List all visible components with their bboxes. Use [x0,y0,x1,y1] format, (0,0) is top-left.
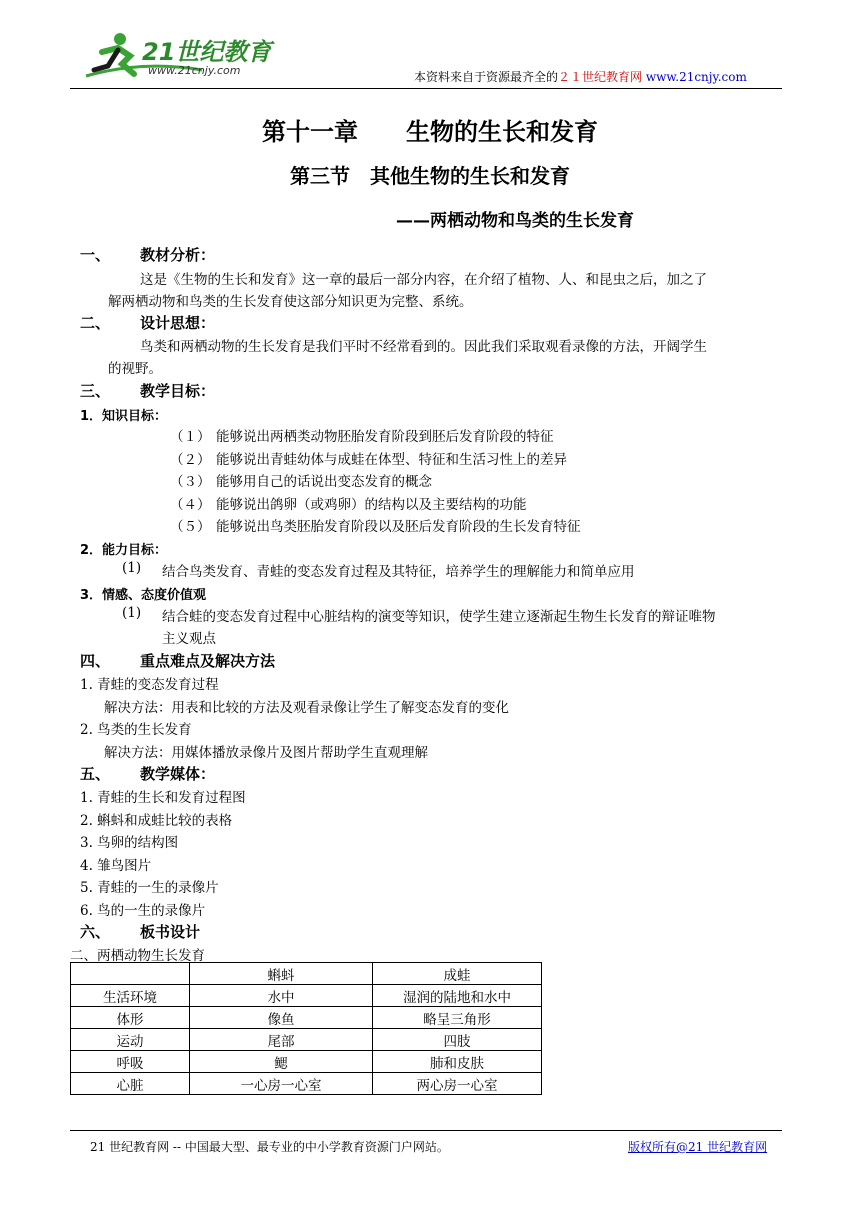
header-note-prefix: 本资料来自于资源最齐全的 [414,70,559,84]
site-logo [82,30,282,82]
header-rule [70,88,782,89]
knowledge-goal-number: （４） [170,496,211,513]
knowledge-goals-heading: 1．知识目标： [80,409,168,424]
table-header-cell [71,963,190,985]
table-row [71,1007,542,1029]
section-6-title: 板书设计 [140,923,201,941]
values-goals-heading: 3．情感、态度价值观 [80,588,207,603]
footer-rule [70,1130,782,1131]
section-1-para-2: 解两栖动物和鸟类的生长发育使这部分知识更为完整、系统。 [108,294,473,310]
knowledge-goal-number: （３） [170,474,211,490]
media-item: 4. 雏鸟图片 [80,857,152,874]
footer-copyright-link[interactable]: 版权所有@21 世纪教育网 [628,1140,768,1154]
table-cell: 尾部 [190,1029,373,1051]
footer-text: 21 世纪教育网 -- 中国最大型、最专业的中小学教育资源门户网站。 [90,1140,449,1154]
table-cell: 像鱼 [190,1007,373,1029]
table-cell: 肺和皮肤 [373,1051,542,1073]
table-cell: 两心房一心室 [373,1073,542,1095]
table-cell: 湿润的陆地和水中 [373,985,542,1007]
media-item: 6. 鸟的一生的录像片 [80,902,206,919]
table-row [71,1051,542,1073]
section-6-number: 六、 [80,923,111,941]
table-cell: 一心房一心室 [190,1073,373,1095]
comparison-table [70,962,542,1095]
knowledge-goal-text: 能够说出两栖类动物胚胎发育阶段到胚后发育阶段的特征 [216,429,554,445]
section-5-title: 教学媒体： [140,765,216,783]
media-item: 1. 青蛙的生长和发育过程图 [80,790,246,806]
table-cell: 四肢 [373,1029,542,1051]
knowledge-goal-text: 能够用自己的话说出变态发育的概念 [216,474,432,490]
ability-goals-heading: 2．能力目标： [80,543,168,558]
board-caption: 二、两栖动物生长发育 [70,948,205,964]
knowledge-goal-text: 能够说出鸟类胚胎发育阶段以及胚后发育阶段的生长发育特征 [216,519,581,535]
section-1-number: 一、 [80,246,111,264]
table-cell: 略呈三角形 [373,1007,542,1029]
table-cell: 运动 [71,1029,190,1051]
media-item: 5. 青蛙的一生的录像片 [80,880,219,896]
media-item: 2. 蝌蚪和成蛙比较的表格 [80,812,233,829]
table-row [71,985,542,1007]
knowledge-goal-text: 能够说出鸽卵（或鸡卵）的结构以及主要结构的功能 [216,496,527,513]
header-link[interactable]: www.21cnjy.com [645,70,747,84]
header-note-site: ２１世纪教育网 [558,70,643,84]
section-2-para-1: 鸟类和两栖动物的生长发育是我们平时不经常看到的。因此我们采取观看录像的方法，开阔学生 [140,339,707,355]
section-4-number: 四、 [80,652,111,670]
table-cell: 鳃 [190,1051,373,1073]
table-cell: 呼吸 [71,1051,190,1073]
subtitle: ——两栖动物和鸟类的生长发育 [396,211,634,231]
table-row [71,1073,542,1095]
section-5-number: 五、 [80,765,111,783]
table-cell: 水中 [190,985,373,1007]
table-row [71,1029,542,1051]
knowledge-goal-number: （２） [170,451,211,468]
section-3-number: 三、 [80,382,111,400]
section-2-title: 设计思想： [140,314,216,332]
section-1-title: 教材分析： [140,246,216,264]
section-2-para-2: 的视野。 [108,361,162,377]
logo-url: www.21cnjy.com [148,64,241,77]
section-2-number: 二、 [80,314,111,332]
table-header-cell: 成蛙 [373,963,542,985]
media-item: 3. 鸟卵的结构图 [80,835,179,851]
section-1-para-1: 这是《生物的生长和发育》这一章的最后一部分内容，在介绍了植物、人、和昆虫之后，加之了 [140,272,707,288]
header-note [414,68,747,85]
ability-goal-text: 结合鸟类发育、青蛙的变态发育过程及其特征，培养学生的理解能力和简单应用 [162,564,635,580]
values-goal-number: (1) [122,605,142,621]
table-header-row [71,963,542,985]
key-point-1: 1. 青蛙的变态发育过程 [80,677,219,693]
table-header-cell: 蝌蚪 [190,963,373,985]
knowledge-goal-number: （１） [170,429,211,445]
logo-text: 21世纪教育 [142,38,272,66]
knowledge-goal-text: 能够说出青蛙幼体与成蛙在体型、特征和生活习性上的差异 [216,451,567,468]
values-goal-text-1: 结合蛙的变态发育过程中心脏结构的演变等知识，使学生建立逐渐起生物生长发育的辩证唯物 [162,609,716,625]
table-cell: 心脏 [71,1073,190,1095]
values-goal-text-2: 主义观点 [162,631,216,647]
section-3-title: 教学目标： [140,382,216,400]
knowledge-goal-number: （５） [170,519,211,535]
key-point-2: 2. 鸟类的生长发育 [80,722,192,738]
key-point-1-method: 解决方法：用表和比较的方法及观看录像让学生了解变态发育的变化 [104,700,509,716]
section-4-title: 重点难点及解决方法 [140,652,276,670]
section-title: 第三节 其他生物的生长和发育 [290,164,570,188]
ability-goal-number: (1) [122,560,142,576]
table-cell: 体形 [71,1007,190,1029]
chapter-title: 第十一章 生物的生长和发育 [262,118,598,146]
key-point-2-method: 解决方法：用媒体播放录像片及图片帮助学生直观理解 [104,745,428,761]
table-cell: 生活环境 [71,985,190,1007]
